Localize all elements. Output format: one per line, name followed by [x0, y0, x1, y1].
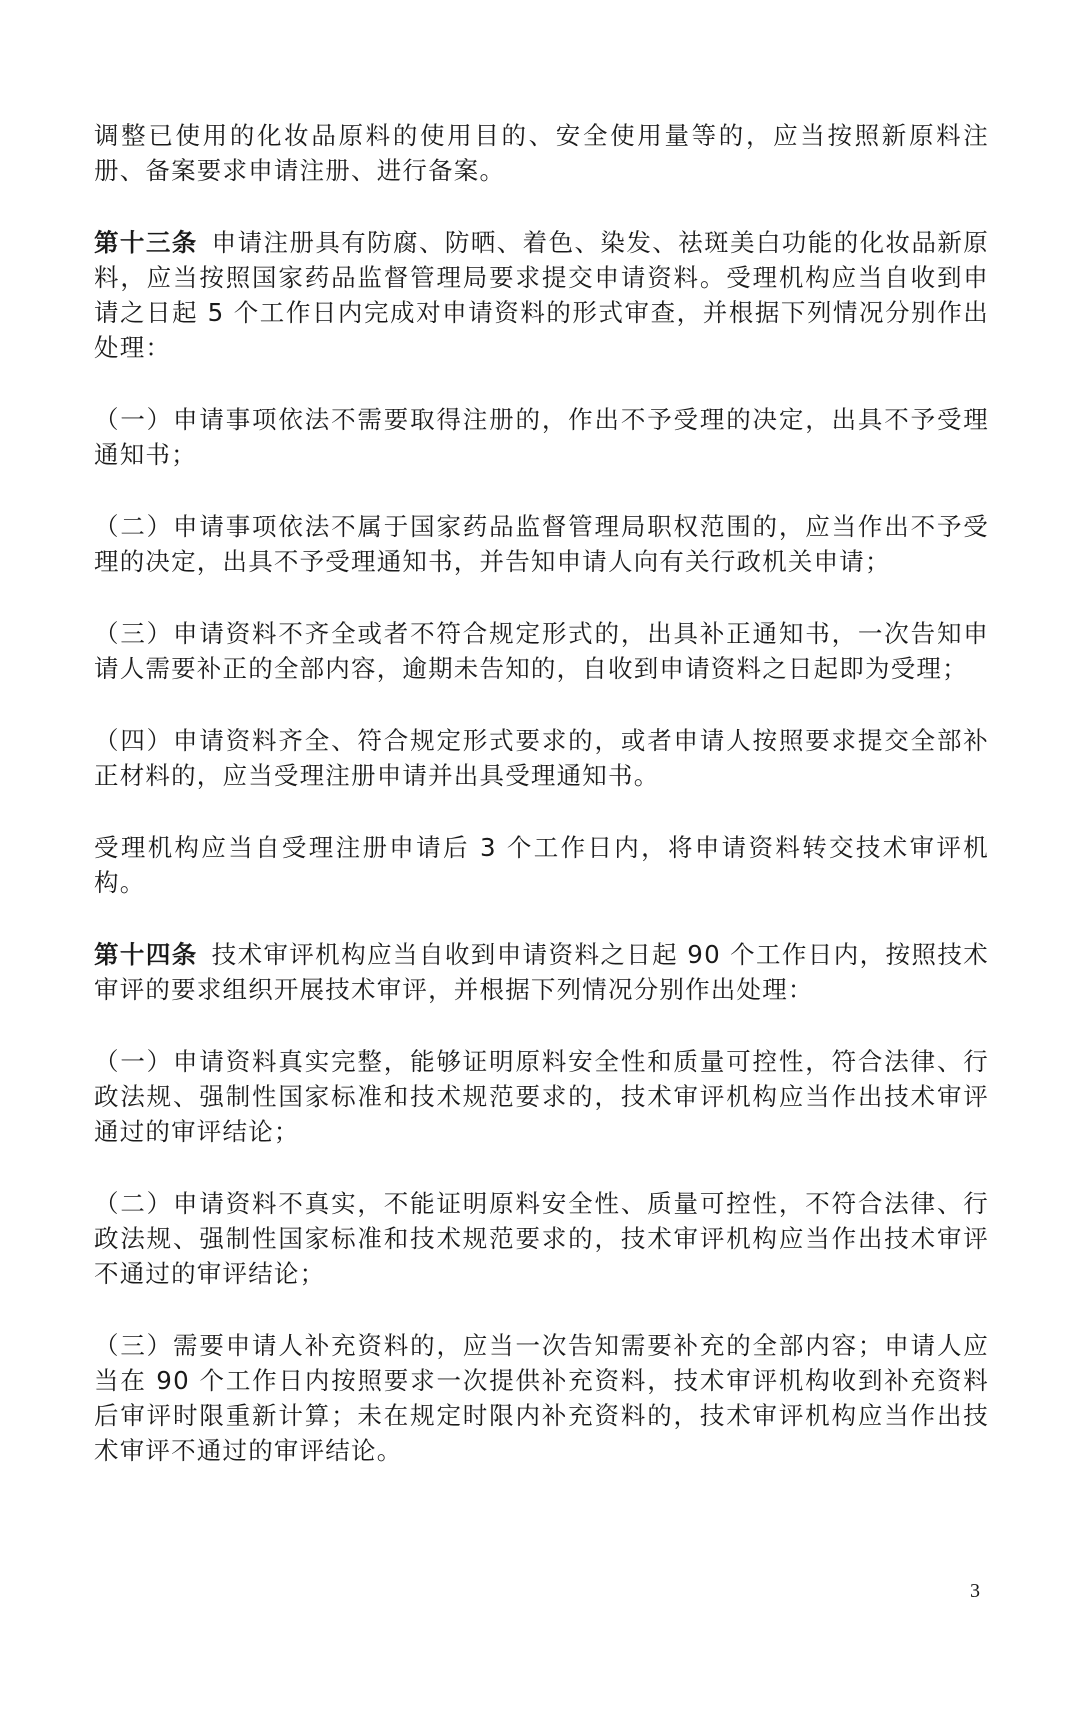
paragraph-text: （一）申请事项依法不需要取得注册的，作出不予受理的决定，出具不予受理通知书； [94, 405, 989, 469]
article-13-item-2 [94, 509, 989, 579]
article-14-item-2 [94, 1186, 989, 1291]
paragraph-text: 受理机构应当自受理注册申请后 3 个工作日内，将申请资料转交技术审评机构。 [94, 833, 989, 897]
article-13-item-1 [94, 402, 989, 472]
article-13-item-3 [94, 616, 989, 686]
paragraph-text: （二）申请资料不真实，不能证明原料安全性、质量可控性，不符合法律、行政法规、强制性国家标准和技术规范要求的，技术审评机构应当作出技术审评不通过的审评结论； [94, 1189, 989, 1288]
paragraph-text: （四）申请资料齐全、符合规定形式要求的，或者申请人按照要求提交全部补正材料的，应当受理注册申请并出具受理通知书。 [94, 726, 989, 790]
article-13-transfer [94, 830, 989, 900]
article-13-label: 第十三条 [94, 228, 198, 257]
page-number: 3 [970, 1580, 980, 1602]
paragraph-text: （三）申请资料不齐全或者不符合规定形式的，出具补正通知书，一次告知申请人需要补正的全部内容，逾期未告知的，自收到申请资料之日起即为受理； [94, 619, 989, 683]
article-14-label: 第十四条 [94, 940, 198, 969]
article-14-item-3 [94, 1328, 989, 1468]
article-13-intro [94, 225, 989, 365]
paragraph-text: （一）申请资料真实完整，能够证明原料安全性和质量可控性，符合法律、行政法规、强制性国家标准和技术规范要求的，技术审评机构应当作出技术审评通过的审评结论； [94, 1047, 989, 1146]
article-14-intro [94, 937, 989, 1007]
article-14-item-1 [94, 1044, 989, 1149]
paragraph-text: 技术审评机构应当自收到申请资料之日起 90 个工作日内，按照技术审评的要求组织开展技术审评，并根据下列情况分别作出处理： [94, 940, 989, 1004]
paragraph-text: （三）需要申请人补充资料的，应当一次告知需要补充的全部内容；申请人应当在 90 个工作日内按照要求一次提供补充资料，技术审评机构收到补充资料后审评时限重新计算；未在规定时限内补充资料的，技术审评机构应当作出技术审评不通过的审评结论。 [94, 1331, 989, 1465]
document-body [94, 118, 989, 1468]
paragraph-text: （二）申请事项依法不属于国家药品监督管理局职权范围的，应当作出不予受理的决定，出具不予受理通知书，并告知申请人向有关行政机关申请； [94, 512, 989, 576]
article-13-item-4 [94, 723, 989, 793]
paragraph-1 [94, 118, 989, 188]
paragraph-text: 申请注册具有防腐、防晒、着色、染发、祛斑美白功能的化妆品新原料，应当按照国家药品监督管理局要求提交申请资料。受理机构应当自收到申请之日起 5 个工作日内完成对申请资料的形式审查，并根据下列情况分别作出处理： [94, 228, 989, 362]
paragraph-text: 调整已使用的化妆品原料的使用目的、安全使用量等的，应当按照新原料注册、备案要求申请注册、进行备案。 [94, 121, 989, 185]
